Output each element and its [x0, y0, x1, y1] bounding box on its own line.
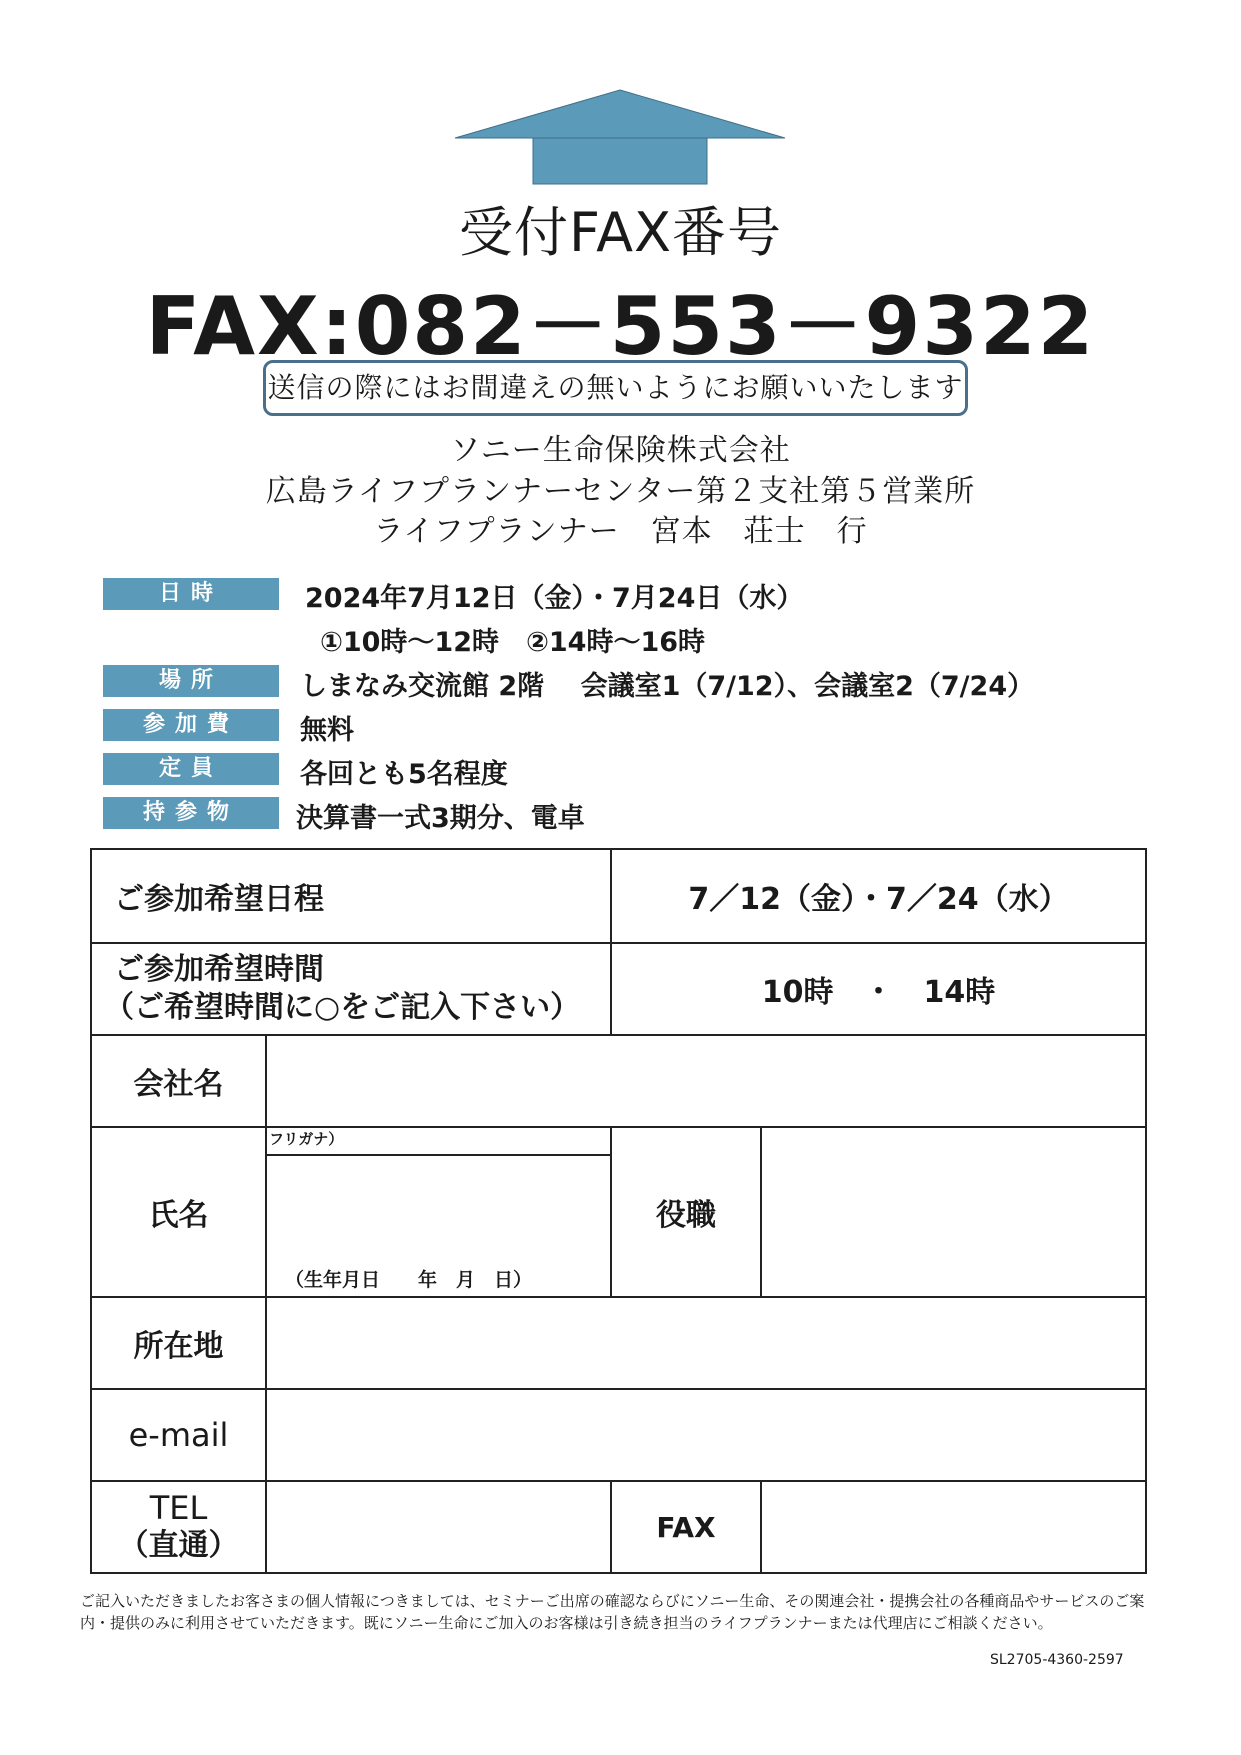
fax-label: FAX — [611, 1481, 761, 1573]
branch-name: 広島ライフプランナーセンター第２支社第５営業所 — [265, 474, 976, 509]
time-label — [91, 943, 611, 1035]
company-label: 会社名 — [91, 1035, 266, 1127]
up-arrow-icon — [440, 88, 800, 188]
fax-number: FAX:082－553－9322 — [145, 280, 1096, 373]
place-label: 場所 — [103, 665, 279, 697]
time-value[interactable]: 10時 ・ 14時 — [611, 943, 1146, 1035]
tel-field[interactable] — [266, 1481, 611, 1573]
datetime-value-1: 2024年7月12日（金）・7月24日（水） — [305, 583, 804, 614]
tel-label-main: TEL — [149, 1489, 208, 1527]
company-name: ソニー生命保険株式会社 — [450, 433, 791, 468]
tel-label-note: （直通） — [118, 1528, 239, 1563]
time-label-note: （ご希望時間に○をご記入下さい） — [104, 990, 581, 1025]
address-label: 所在地 — [91, 1297, 266, 1389]
fee-label: 参加費 — [103, 709, 279, 741]
furigana-label: フリガナ） — [267, 1128, 610, 1156]
time-label-main: ご参加希望時間 — [114, 952, 324, 987]
email-label: e-mail — [91, 1389, 266, 1481]
date-label: ご参加希望日程 — [91, 849, 611, 943]
capacity-label: 定員 — [103, 753, 279, 785]
name-field[interactable] — [266, 1127, 611, 1297]
position-field[interactable] — [761, 1127, 1146, 1297]
place-value: しまなみ交流館 2階 会議室1（7/12）、会議室2（7/24） — [300, 671, 1035, 702]
bring-label: 持参物 — [103, 797, 279, 829]
position-label: 役職 — [611, 1127, 761, 1297]
application-form — [90, 848, 1147, 1574]
address-field[interactable] — [266, 1297, 1146, 1389]
birth-label: （生年月日 年 月 日） — [285, 1269, 533, 1291]
notice-box: 送信の際にはお間違えの無いようにお願いいたします — [263, 360, 968, 416]
tel-label — [91, 1481, 266, 1573]
fee-value: 無料 — [300, 715, 354, 746]
privacy-note: ご記入いただきましたお客さまの個人情報につきましては、セミナーご出席の確認ならびにソニー生命、その関連会社・提携会社の各種商品やサービスのご案内・提供のみに利用させていただきます。既にソニー生命にご加入のお客様は引き続き担当のライフプランナーまたは代理店にご相談ください。 — [80, 1592, 1145, 1632]
date-value[interactable]: 7／12（金）・7／24（水） — [611, 849, 1146, 943]
name-label: 氏名 — [91, 1127, 266, 1297]
fax-title: 受付FAX番号 — [458, 201, 783, 264]
document-code: SL2705-4360-2597 — [990, 1652, 1124, 1668]
addressee: ライフプランナー 宮本 荘士 行 — [373, 514, 868, 549]
fax-field[interactable] — [761, 1481, 1146, 1573]
datetime-label: 日時 — [103, 578, 279, 610]
bring-value: 決算書一式3期分、電卓 — [296, 803, 585, 834]
datetime-value-2: ①10時～12時 ②14時～16時 — [320, 627, 706, 658]
email-field[interactable] — [266, 1389, 1146, 1481]
capacity-value: 各回とも5名程度 — [300, 759, 508, 790]
company-field[interactable] — [266, 1035, 1146, 1127]
